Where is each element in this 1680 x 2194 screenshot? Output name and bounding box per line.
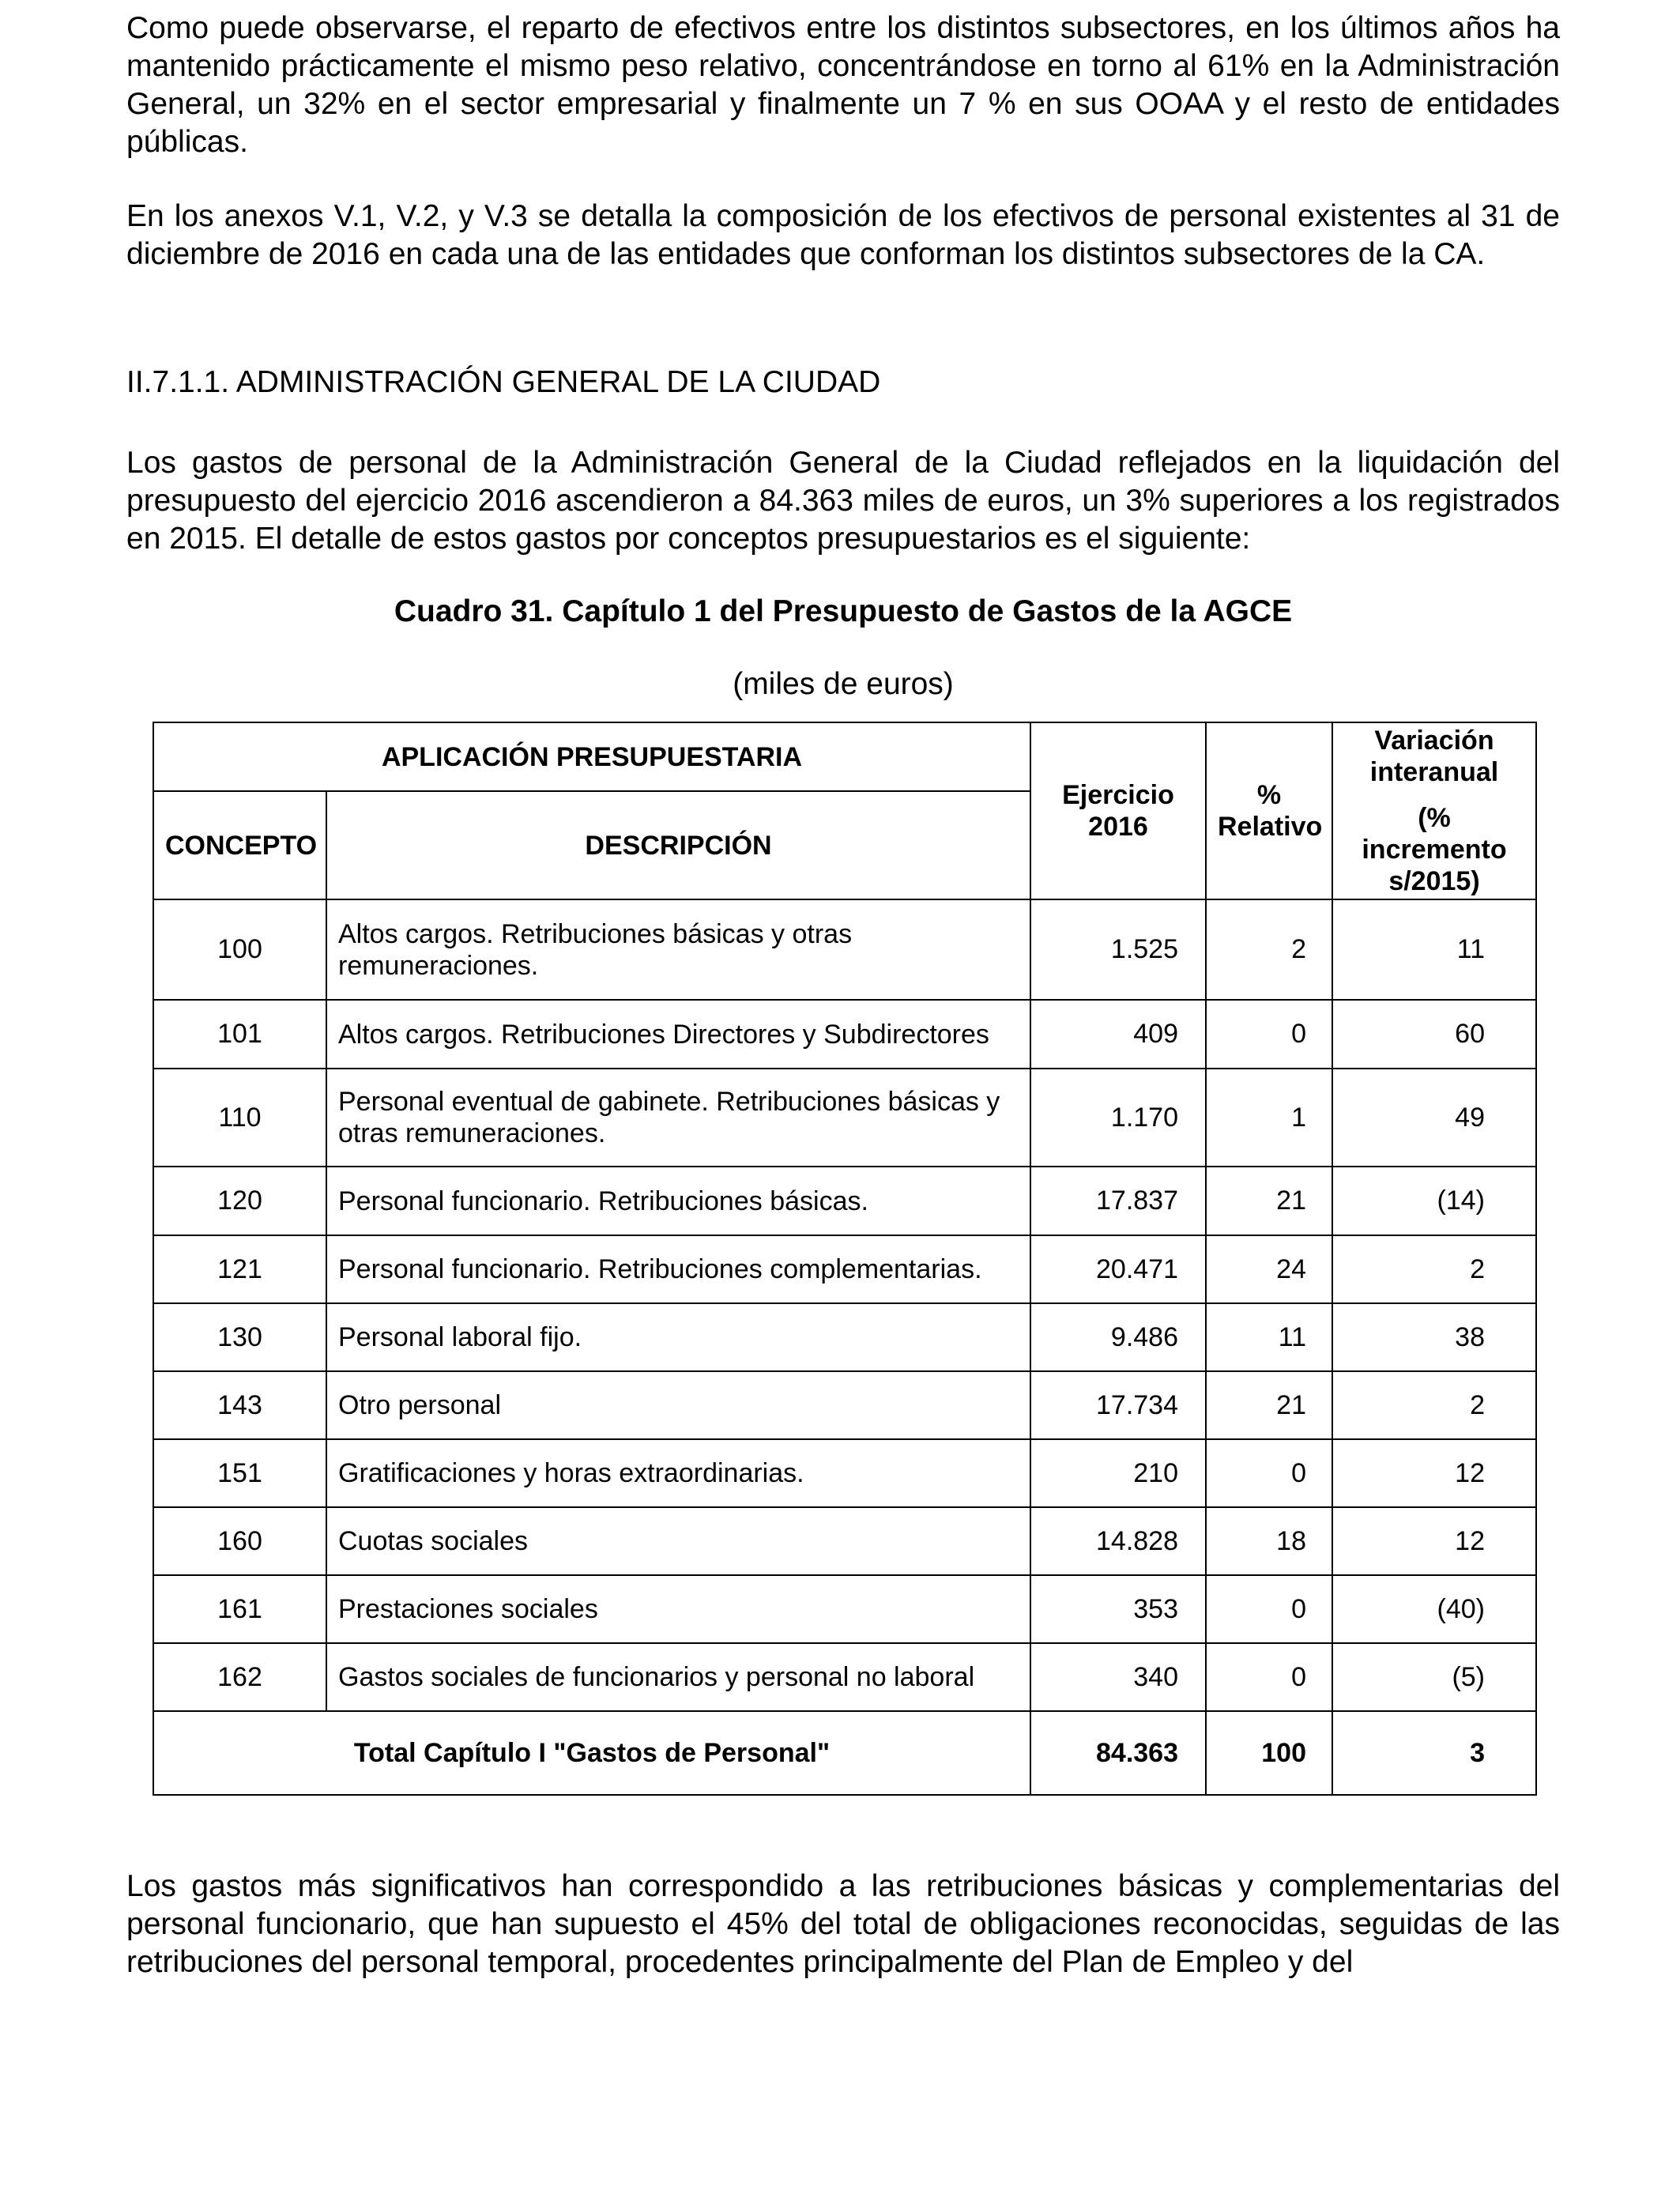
table-caption: Cuadro 31. Capítulo 1 del Presupuesto de Gastos de la AGCE — [394, 594, 1293, 628]
cell-relativo: 0 — [1206, 1643, 1332, 1711]
cell-descripcion: Personal funcionario. Retribuciones complementarias. — [326, 1235, 1030, 1303]
cell-relativo: 1 — [1206, 1069, 1332, 1167]
cell-relativo: 21 — [1206, 1167, 1332, 1235]
cell-concepto: 121 — [153, 1235, 326, 1303]
cell-variacion: 38 — [1332, 1303, 1536, 1371]
cell-ejercicio: 9.486 — [1030, 1303, 1206, 1371]
closing-paragraph: Los gastos más significativos han correspondido a las retribuciones básicas y complementarias del personal funcionario, que han supuesto el 45% del total de obligaciones reconocidas, seguidas de las retribuciones del personal temporal, procedentes principalmente del Plan de Empleo y del — [126, 1869, 1560, 1979]
cell-concepto: 160 — [153, 1507, 326, 1575]
cell-variacion: 60 — [1332, 1000, 1536, 1069]
table-row — [153, 1643, 1536, 1711]
cell-descripcion: Otro personal — [326, 1371, 1030, 1439]
table-row — [153, 1507, 1536, 1575]
header-variacion-title: Variación interanual — [1369, 726, 1499, 787]
cell-relativo: 18 — [1206, 1507, 1332, 1575]
cell-relativo: 21 — [1206, 1371, 1332, 1439]
table-row — [153, 1000, 1536, 1069]
cell-descripcion: Personal funcionario. Retribuciones básicas. — [326, 1167, 1030, 1235]
cell-relativo: 24 — [1206, 1235, 1332, 1303]
cell-relativo: 0 — [1206, 1000, 1332, 1069]
cell-ejercicio: 17.837 — [1030, 1167, 1206, 1235]
section-heading: II.7.1.1. ADMINISTRACIÓN GENERAL DE LA CIUDAD — [126, 365, 881, 399]
cell-concepto: 143 — [153, 1371, 326, 1439]
cell-ejercicio: 210 — [1030, 1439, 1206, 1507]
total-variacion: 3 — [1332, 1711, 1536, 1795]
cell-ejercicio: 340 — [1030, 1643, 1206, 1711]
cell-relativo: 2 — [1206, 899, 1332, 1000]
table-row — [153, 1303, 1536, 1371]
intro-paragraph-2: En los anexos V.1, V.2, y V.3 se detalla la composición de los efectivos de personal existentes al 31 de diciembre de 2016 en cada una de las entidades que conforman los distintos subsectores de la CA. — [126, 199, 1560, 271]
cell-descripcion: Personal eventual de gabinete. Retribuciones básicas y otras remuneraciones. — [326, 1069, 1030, 1167]
cell-ejercicio: 20.471 — [1030, 1235, 1206, 1303]
cell-concepto: 162 — [153, 1643, 326, 1711]
header-ejercicio-2016: Ejercicio 2016 — [1030, 722, 1206, 899]
cell-variacion: 2 — [1332, 1235, 1536, 1303]
cell-descripcion: Altos cargos. Retribuciones Directores y Subdirectores — [326, 1000, 1030, 1069]
cell-concepto: 110 — [153, 1069, 326, 1167]
header-variacion-interanual — [1332, 722, 1536, 899]
header-descripcion: DESCRIPCIÓN — [326, 791, 1030, 899]
table-row — [153, 1439, 1536, 1507]
table-row — [153, 899, 1536, 1000]
cell-concepto: 161 — [153, 1575, 326, 1643]
cell-concepto: 101 — [153, 1000, 326, 1069]
cell-relativo: 0 — [1206, 1575, 1332, 1643]
cell-ejercicio: 409 — [1030, 1000, 1206, 1069]
cell-variacion: (5) — [1332, 1643, 1536, 1711]
cell-variacion: (14) — [1332, 1167, 1536, 1235]
table-total-row — [153, 1711, 1536, 1795]
table-row — [153, 1235, 1536, 1303]
header-porcentaje-relativo: % Relativo — [1206, 722, 1332, 899]
cell-variacion: 49 — [1332, 1069, 1536, 1167]
cell-descripcion: Personal laboral fijo. — [326, 1303, 1030, 1371]
cell-descripcion: Cuotas sociales — [326, 1507, 1030, 1575]
table-row — [153, 1167, 1536, 1235]
cell-descripcion: Gratificaciones y horas extraordinarias. — [326, 1439, 1030, 1507]
section-paragraph: Los gastos de personal de la Administración General de la Ciudad reflejados en la liquidación del presupuesto del ejercicio 2016 ascendieron a 84.363 miles de euros, un 3% superiores a los registrados en 2015. El detalle de estos gastos por conceptos presupuestarios es el siguiente: — [126, 446, 1560, 556]
cell-relativo: 11 — [1206, 1303, 1332, 1371]
cell-variacion: (40) — [1332, 1575, 1536, 1643]
header-concepto: CONCEPTO — [153, 791, 326, 899]
cell-variacion: 12 — [1332, 1507, 1536, 1575]
budget-table — [153, 722, 1537, 1796]
intro-paragraph-1: Como puede observarse, el reparto de efectivos entre los distintos subsectores, en los últimos años ha mantenido prácticamente el mismo peso relativo, concentrándose en torno al 61% en la Administración General, un 32% en el sector empresarial y finalmente un 7 % en sus OOAA y el resto de entidades públicas. — [126, 11, 1560, 159]
cell-ejercicio: 17.734 — [1030, 1371, 1206, 1439]
cell-concepto: 130 — [153, 1303, 326, 1371]
cell-relativo: 0 — [1206, 1439, 1332, 1507]
cell-concepto: 151 — [153, 1439, 326, 1507]
cell-ejercicio: 14.828 — [1030, 1507, 1206, 1575]
header-variacion-subtitle: (% incremento s/2015) — [1362, 803, 1507, 896]
total-relativo: 100 — [1206, 1711, 1332, 1795]
cell-ejercicio: 353 — [1030, 1575, 1206, 1643]
cell-concepto: 100 — [153, 899, 326, 1000]
cell-ejercicio: 1.525 — [1030, 899, 1206, 1000]
cell-ejercicio: 1.170 — [1030, 1069, 1206, 1167]
cell-variacion: 11 — [1332, 899, 1536, 1000]
total-label: Total Capítulo I "Gastos de Personal" — [153, 1711, 1030, 1795]
cell-variacion: 2 — [1332, 1371, 1536, 1439]
cell-concepto: 120 — [153, 1167, 326, 1235]
cell-descripcion: Gastos sociales de funcionarios y personal no laboral — [326, 1643, 1030, 1711]
table-row — [153, 1069, 1536, 1167]
table-row — [153, 1575, 1536, 1643]
table-units: (miles de euros) — [733, 667, 954, 701]
header-aplicacion-presupuestaria: APLICACIÓN PRESUPUESTARIA — [153, 722, 1030, 791]
cell-descripcion: Altos cargos. Retribuciones básicas y otras remuneraciones. — [326, 899, 1030, 1000]
total-ejercicio: 84.363 — [1030, 1711, 1206, 1795]
cell-descripcion: Prestaciones sociales — [326, 1575, 1030, 1643]
cell-variacion: 12 — [1332, 1439, 1536, 1507]
table-row — [153, 1371, 1536, 1439]
